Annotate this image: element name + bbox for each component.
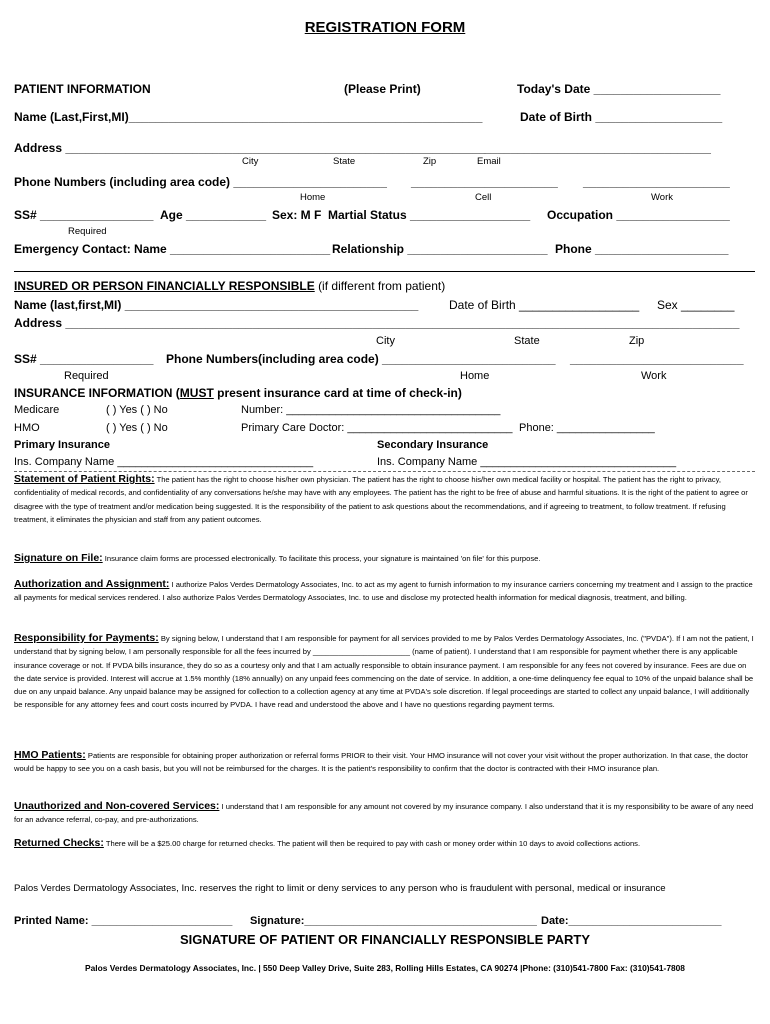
todays-date-field[interactable]: Today's Date ___________________ [517,82,721,96]
sub-label-home: Home [300,192,326,203]
section-divider [14,271,755,272]
form-title: REGISTRATION FORM [304,19,466,36]
hmo-yes-no[interactable]: ( ) Yes ( ) No [106,422,168,434]
patient-rights-heading: Statement of Patient Rights: [14,473,155,485]
hmo-patients-paragraph: HMO Patients: Patients are responsible for obtaining proper authorization or referral forms PRIOR to their visit. Your HMO insurance will not cover your visit without the proper authorization. In that case, the doctor would be happy to see you on a cash basis, but you will not be reimbursed for the charges. It is the patient's responsibility to confirm that the doctor is contracted with their HMO insurance plan. [14,749,749,774]
insured-heading-note: (if different from patient) [318,279,446,293]
patient-sex-field[interactable]: Sex: M F [272,208,322,222]
signature-party-caption: SIGNATURE OF PATIENT OR FINANCIALLY RESPONSIBLE PARTY [179,932,590,947]
patient-work-phone-field[interactable]: ______________________ [583,175,730,189]
sub-label-email: Email [477,156,501,167]
insured-dob-field[interactable]: Date of Birth __________________ [449,298,640,312]
patient-home-phone-field[interactable]: Phone Numbers (including area code) _______________________ [14,175,387,189]
returned-checks-paragraph: Returned Checks: There will be a $25.00 charge for returned checks. The patient will then be required to pay with cash or money order within 10 days to avoid collections actions. [14,837,641,849]
insured-sub-label-work: Work [641,370,667,382]
insurance-heading: INSURANCE INFORMATION (MUST present insurance card at time of check-in) [14,386,462,400]
insurance-must-emphasis: MUST [179,386,214,400]
insured-name-field[interactable]: Name (last,first,MI) ____________________________________________ [14,298,419,312]
returned-checks-heading: Returned Checks: [14,837,104,849]
medicare-number-field[interactable]: Number: ___________________________________ [241,404,501,416]
insured-sub-label-home: Home [460,370,490,382]
insured-sub-label-zip: Zip [629,335,645,347]
secondary-ins-company-field[interactable]: Ins. Company Name ________________________________ [377,456,677,468]
patient-name-field[interactable]: Name (Last,First,MI)_____________________________________________________ [14,110,483,124]
please-print-note: (Please Print) [344,82,421,96]
sub-label-required: Required [68,226,107,237]
medicare-label: Medicare [14,404,60,416]
hmo-patients-heading: HMO Patients: [14,749,86,761]
insured-home-phone-field[interactable]: Phone Numbers(including area code) __________________________ [166,352,556,366]
insured-heading: INSURED OR PERSON FINANCIALLY RESPONSIBLE [14,279,315,293]
primary-care-phone-field[interactable]: Phone: ________________ [519,422,655,434]
patient-address-field[interactable]: Address _______________________________________________________________ [14,141,486,155]
signature-on-file-heading: Signature on File: [14,552,103,564]
emergency-relationship-field[interactable]: Relationship _____________________ [332,242,548,256]
medicare-yes-no[interactable]: ( ) Yes ( ) No [106,404,168,416]
signature-on-file-paragraph: Signature on File: Insurance claim forms are processed electronically. To facilitate this process, your signature is maintained 'on file' for this purpose. [14,552,541,564]
emergency-phone-field[interactable]: Phone ____________________ [555,242,729,256]
authorization-heading: Authorization and Assignment: [14,578,170,590]
sub-label-work: Work [651,192,673,203]
patient-email-field[interactable]: __________________________________ [484,141,711,155]
sub-label-zip: Zip [423,156,437,167]
patient-dob-field[interactable]: Date of Birth ___________________ [520,110,723,124]
signature-date-field[interactable]: Date:_________________________ [541,915,722,927]
insured-sub-label-city: City [376,335,395,347]
sub-label-state: State [333,156,356,167]
sub-label-cell: Cell [475,192,492,203]
insured-ssn-field[interactable]: SS# _________________ [14,352,154,366]
patient-marital-field[interactable]: Martial Status __________________ [328,208,531,222]
payment-responsibility-heading: Responsibility for Payments: [14,632,159,644]
primary-insurance-label: Primary Insurance [14,439,110,451]
emergency-contact-name-field[interactable]: Emergency Contact: Name ________________________ [14,242,331,256]
patient-rights-paragraph: Statement of Patient Rights: The patient has the right to choose his/her own physician. The patient has the right to choose his/her own medical facility or hospital. The patient has the right to privacy, confidentiality of medical records, and confidentiality of any conversations he/she may have with any employees. The patient has the right to be free of abuse and harmful situations. It is the right of the patient to agree or disagree with the type of treatment and/or medication being suggested. It is the responsibility of the patient to ask questions about the recommendations, and if agreeing to treatment, to follow treatment. If refusing treatment, it eliminates the physician and staff from any patient outcomes. [14,473,748,524]
patient-ssn-field[interactable]: SS# _________________ [14,208,154,222]
non-covered-services-paragraph: Unauthorized and Non-covered Services: I understand that I am responsible for any amount not covered by my insurance company. I also understand that it is my responsibility to be aware of any need for an advance referral, co-pay, and pre-authorizations. [14,800,754,825]
insured-sub-label-required: Required [64,370,109,382]
primary-ins-company-field[interactable]: Ins. Company Name ________________________________ [14,456,314,468]
printed-name-field[interactable]: Printed Name: _______________________ [14,915,233,927]
hmo-label: HMO [14,422,40,434]
patient-info-heading: PATIENT INFORMATION [14,82,151,96]
authorization-paragraph: Authorization and Assignment: I authorize Palos Verdes Dermatology Associates, Inc. to act as my agent to furnish information to my insurance carriers concerning my treatment and I assign to the practice all payments for medical services rendered. I also authorize Palos Verdes Dermatology Associates, Inc. to use and disclose my protected health information for medical diagnosis, treatment, and billing. [14,578,753,603]
insured-sex-field[interactable]: Sex ________ [657,298,735,312]
secondary-insurance-label: Secondary Insurance [377,439,489,451]
patient-cell-phone-field[interactable]: ______________________ [411,175,558,189]
non-covered-services-heading: Unauthorized and Non-covered Services: [14,800,220,812]
patient-age-field[interactable]: Age ____________ [160,208,267,222]
primary-care-doctor-field[interactable]: Primary Care Doctor: ___________________________ [241,422,513,434]
sub-label-city: City [242,156,259,167]
insured-sub-label-state: State [514,335,540,347]
insured-heading-line [14,280,445,292]
reserve-rights-statement: Palos Verdes Dermatology Associates, Inc. reserves the right to limit or deny services to any person who is fraudulent with personal, medical or insurance [14,883,666,894]
insured-address-field[interactable]: Address _____________________________________________________________________________________________________ [14,316,740,330]
signature-field[interactable]: Signature:______________________________________ [250,915,537,927]
section-divider [14,471,755,472]
patient-occupation-field[interactable]: Occupation _________________ [547,208,730,222]
footer-contact-info: Palos Verdes Dermatology Associates, Inc. | 550 Deep Valley Drive, Suite 283, Rolling Hills Estates, CA 90274 |Phone: (310)541-7800 Fax: (310)541-7808 [85,963,685,973]
payment-responsibility-paragraph: Responsibility for Payments: By signing below, I understand that I am responsible for payment for all services provided to me by Palos Verdes Dermatology Associates, Inc. ("PVDA"). If I am not the patient, I understand that by signing below, I am personally responsible for all the fees incurred by _______________________ (name of patient). I understand that I am responsible for payment whether there is any applicable insurance coverage or not. If PVDA bills insurance, they do so as a courtesy only and that I am actually responsible to obtain insurance payment. I am responsible for any fees not covered by insurance. Fees are due on the date service is provided. Interest will accrue at 1.5% monthly (18% annually) on any unpaid fees commencing on the date of service. In addition, a one-time delinquency fee equal to 10% of the unpaid balance shall be due on any unpaid balance. Any unpaid balance may be assigned for collection to a collection agency at any time at PVDA's sole discretion. If legal proceedings are started to collect any unpaid balance, I will additionally be responsible for any attorney fees and court costs incurred by PVDA. I have read and understood the above and I have no questions regarding payment terms. [14,632,754,710]
insured-work-phone-field[interactable]: __________________________ [570,352,744,366]
